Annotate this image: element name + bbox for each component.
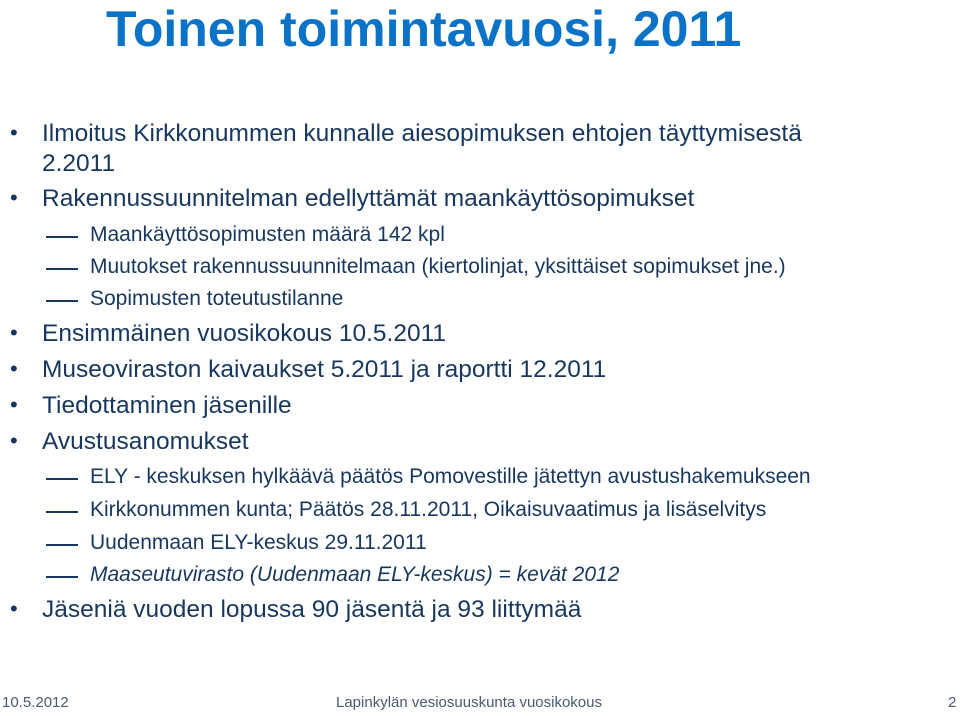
dash-icon [46, 478, 78, 480]
sub-list-item: Kirkkonummen kunta; Päätös 28.11.2011, Oikaisuvaatimus ja lisäselvitys [90, 498, 766, 522]
bullet-icon: • [10, 428, 18, 453]
sub-list-item: Uudenmaan ELY-keskus 29.11.2011 [90, 531, 427, 555]
dash-icon [46, 544, 78, 546]
footer-page-number: 2 [948, 694, 957, 711]
sub-list-item: Muutokset rakennussuunnitelmaan (kiertolinjat, yksittäiset sopimukset jne.) [90, 255, 786, 279]
footer-event: Lapinkylän vesiosuuskunta vuosikokous [336, 694, 602, 711]
bullet-icon: • [10, 320, 18, 345]
bullet-icon: • [10, 185, 18, 210]
sub-list-item: Sopimusten toteutustilanne [90, 287, 343, 311]
dash-icon [46, 511, 78, 513]
list-item: • Ilmoitus Kirkkonummen kunnalle aiesopimuksen ehtojen täyttymisestä [10, 120, 802, 147]
list-item: • Jäseniä vuoden lopussa 90 jäsentä ja 93 liittymää [10, 596, 582, 623]
dash-icon [46, 236, 78, 238]
list-item: • Tiedottaminen jäsenille [10, 392, 292, 419]
footer-date: 10.5.2012 [2, 694, 69, 711]
list-item-continuation: 2.2011 [42, 150, 116, 177]
slide-title: Toinen toimintavuosi, 2011 [106, 1, 742, 57]
list-item: • Rakennussuunnitelman edellyttämät maankäyttösopimukset [10, 185, 695, 212]
bullet-icon: • [10, 120, 18, 145]
list-item: • Ensimmäinen vuosikokous 10.5.2011 [10, 320, 447, 347]
dash-icon [46, 576, 78, 578]
sub-list-item: Maaseutuvirasto (Uudenmaan ELY-keskus) = kevät 2012 [90, 563, 619, 587]
list-item: • Avustusanomukset [10, 428, 249, 455]
bullet-icon: • [10, 596, 18, 621]
bullet-icon: • [10, 392, 18, 417]
dash-icon [46, 268, 78, 270]
sub-list-item: Maankäyttösopimusten määrä 142 kpl [90, 223, 445, 247]
dash-icon [46, 300, 78, 302]
list-item: • Museoviraston kaivaukset 5.2011 ja raportti 12.2011 [10, 356, 607, 383]
sub-list-item: ELY - keskuksen hylkäävä päätös Pomovestille jätettyn avustushakemukseen [90, 465, 811, 489]
bullet-icon: • [10, 356, 18, 381]
